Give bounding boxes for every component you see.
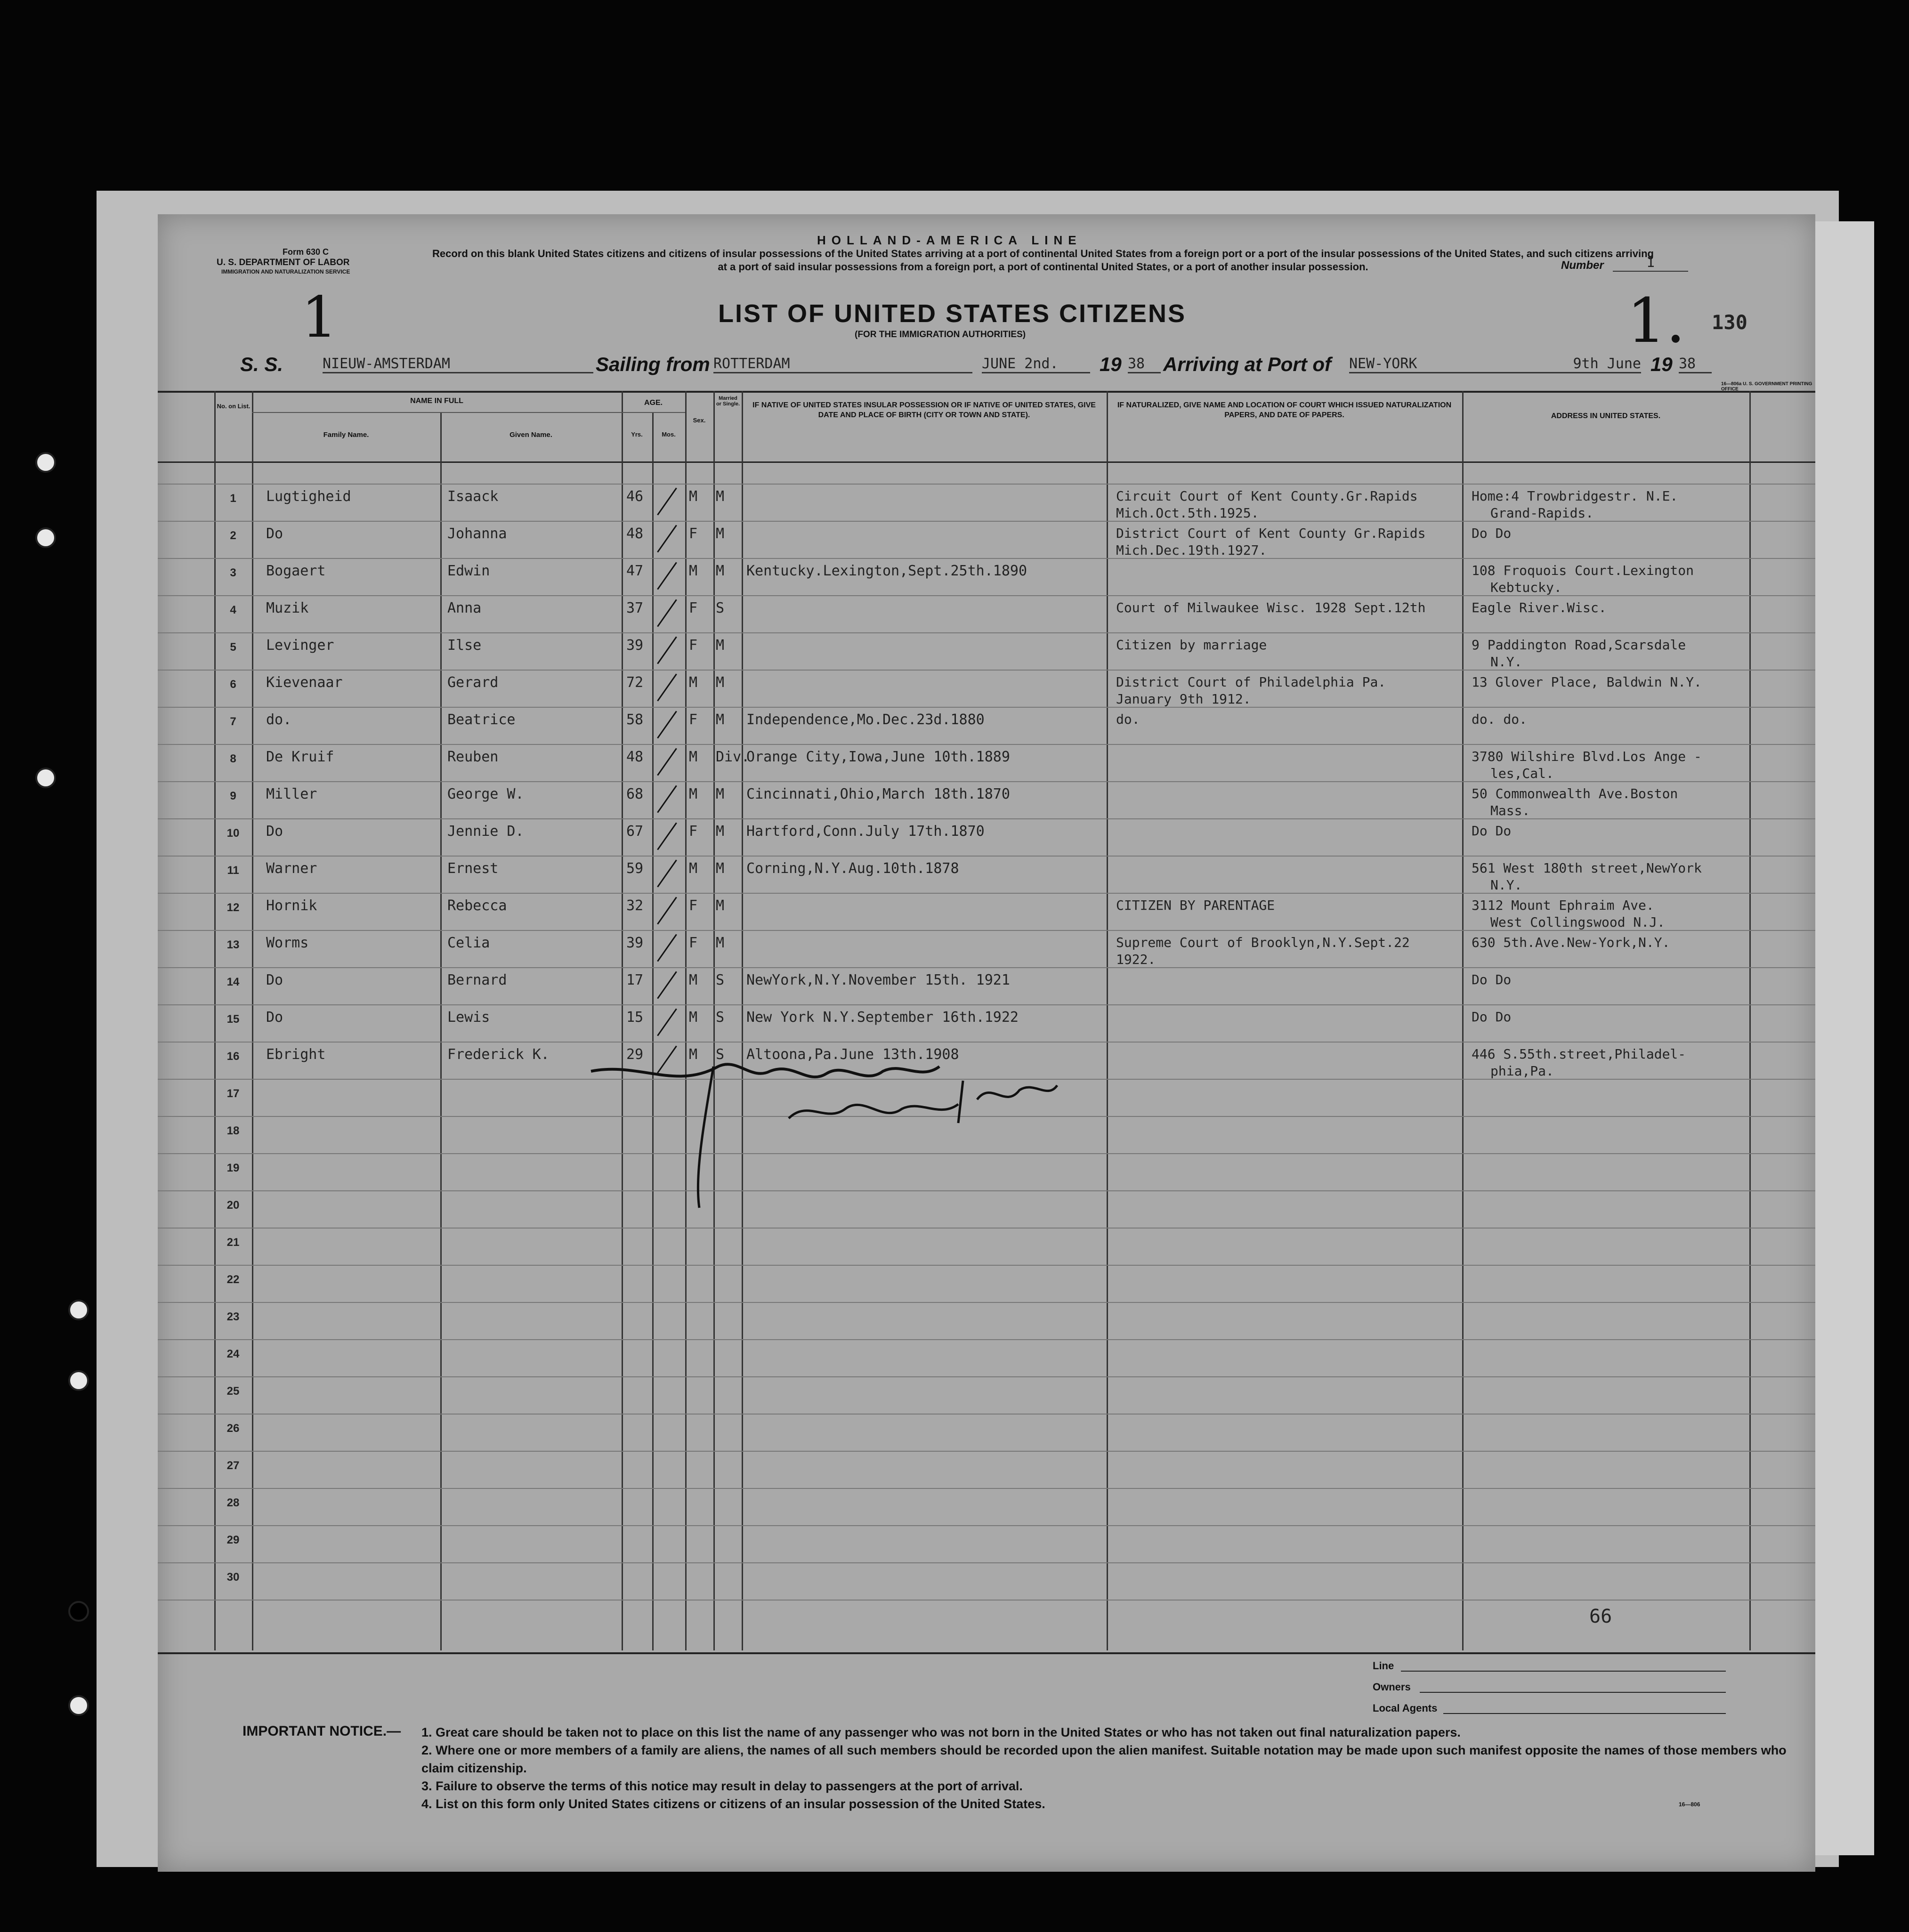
age-years-cell: 39 — [626, 935, 644, 951]
sex-cell: F — [689, 600, 698, 616]
header-given-name: Given Name. — [510, 431, 552, 439]
row-rule — [158, 558, 1815, 559]
sex-cell: M — [689, 1009, 698, 1026]
sex-cell: F — [689, 935, 698, 951]
sex-cell: F — [689, 637, 698, 654]
sex-cell: M — [689, 674, 698, 691]
marital-status-cell: M — [716, 563, 725, 579]
column-divider — [440, 412, 442, 1650]
given-name-cell: Lewis — [447, 1009, 490, 1026]
family-name-cell: Miller — [266, 786, 317, 802]
sex-cell: M — [689, 786, 698, 802]
department-label: U. S. DEPARTMENT OF LABOR — [217, 258, 350, 267]
row-rule — [158, 930, 1815, 931]
subheader-rule — [252, 412, 685, 413]
marital-status-cell: S — [716, 1046, 725, 1063]
age-years-cell: 58 — [626, 711, 644, 728]
given-name-cell: Reuben — [447, 749, 499, 765]
address-cell: 3780 Wilshire Blvd.Los Ange - — [1472, 749, 1702, 764]
given-name-cell: Edwin — [447, 563, 490, 579]
sex-cell: F — [689, 823, 698, 840]
birthplace-cell: New York N.Y.September 16th.1922 — [746, 1009, 1019, 1026]
sex-cell: M — [689, 860, 698, 877]
marital-status-cell: M — [716, 786, 725, 802]
row-rule — [158, 1004, 1815, 1005]
row-rule — [158, 967, 1815, 968]
marital-status-cell: M — [716, 674, 725, 691]
bottom-count: 66 — [1589, 1606, 1612, 1627]
marital-status-cell: S — [716, 600, 725, 616]
sex-cell: M — [689, 1046, 698, 1063]
notice-items — [421, 1723, 1787, 1813]
list-title: LIST OF UNITED STATES CITIZENS — [718, 299, 1186, 328]
age-years-cell: 67 — [626, 823, 644, 840]
arrival-year: 38 — [1679, 356, 1712, 373]
row-number: 9 — [230, 790, 236, 802]
shipping-line: HOLLAND-AMERICA LINE — [817, 233, 1082, 247]
marital-status-cell: S — [716, 1009, 725, 1026]
row-rule — [158, 744, 1815, 745]
owners-rule — [1420, 1692, 1726, 1693]
address-cell: 446 S.55th.street,Philadel- — [1472, 1046, 1686, 1062]
given-name-cell: Gerard — [447, 674, 499, 691]
header-birth: IF NATIVE OF UNITED STATES INSULAR POSSESSION OR IF NATIVE OF UNITED STATES, GIVE DATE AND PLACE OF BIRTH (CITY OR TOWN AND STATE). — [752, 401, 1096, 419]
row-number: 23 — [226, 1310, 240, 1323]
address-cell-line2: West Collingswood N.J. — [1490, 914, 1665, 930]
number-label: Number — [1561, 259, 1604, 272]
ss-label: S. S. — [240, 353, 283, 375]
age-years-cell: 32 — [626, 897, 644, 914]
row-rule — [158, 1451, 1815, 1452]
marital-status-cell: M — [716, 897, 725, 914]
sailing-date: JUNE 2nd. — [982, 356, 1090, 373]
naturalization-cell: Citizen by marriage — [1116, 637, 1267, 653]
list-subtitle: (FOR THE IMMIGRATION AUTHORITIES) — [855, 330, 1026, 340]
given-name-cell: Jennie D. — [447, 823, 524, 840]
age-years-cell: 29 — [626, 1046, 644, 1063]
header-name-in-full: NAME IN FULL — [410, 397, 463, 405]
family-name-cell: Hornik — [266, 897, 317, 914]
address-cell: 9 Paddington Road,Scarsdale — [1472, 637, 1686, 653]
row-number: 25 — [226, 1385, 240, 1398]
header-yrs: Yrs. — [631, 431, 643, 438]
given-name-cell: George W. — [447, 786, 524, 802]
naturalization-cell: Supreme Court of Brooklyn,N.Y.Sept.22 — [1116, 935, 1410, 950]
row-number: 13 — [226, 938, 240, 951]
row-rule — [158, 856, 1815, 857]
given-name-cell: Ilse — [447, 637, 482, 654]
sailing-label: Sailing from — [596, 353, 710, 375]
line-label: Line — [1373, 1660, 1394, 1672]
binder-hole — [35, 768, 56, 788]
address-cell: Eagle River.Wisc. — [1472, 600, 1607, 615]
row-rule — [158, 1376, 1815, 1377]
birthplace-cell: Kentucky.Lexington,Sept.25th.1890 — [746, 563, 1027, 579]
row-number: 1 — [230, 492, 236, 505]
row-rule — [158, 781, 1815, 782]
address-cell-line2: Mass. — [1490, 803, 1530, 818]
row-number: 18 — [226, 1124, 240, 1137]
family-name-cell: Ebright — [266, 1046, 326, 1063]
row-number: 27 — [226, 1459, 240, 1472]
given-name-cell: Celia — [447, 935, 490, 951]
header-naturalized: IF NATURALIZED, GIVE NAME AND LOCATION OF COURT WHICH ISSUED NATURALIZATION PAPERS, AND DATE OF PAPERS. — [1117, 401, 1452, 419]
ship-name: NIEUW-AMSTERDAM — [323, 356, 593, 373]
column-divider — [1107, 391, 1108, 1650]
row-rule — [158, 1600, 1815, 1601]
line-rule — [1401, 1671, 1726, 1672]
marital-status-cell: M — [716, 711, 725, 728]
naturalization-cell: District Court of Kent County Gr.Rapids — [1116, 525, 1426, 541]
family-name-cell: Levinger — [266, 637, 334, 654]
row-number: 16 — [226, 1050, 240, 1063]
address-cell-line2: Kebtucky. — [1490, 580, 1562, 595]
age-years-cell: 48 — [626, 749, 644, 765]
binder-hole — [68, 1300, 89, 1320]
address-cell: 50 Commonwealth Ave.Boston — [1472, 786, 1678, 801]
sailing-port: ROTTERDAM — [713, 356, 972, 373]
notice-item: 1. Great care should be taken not to place on this list the name of any passenger who was not born in the United States or who has not taken out final naturalization papers. — [421, 1725, 1461, 1739]
handwritten-sheet-number: 1 — [301, 285, 338, 350]
sailing-year-prefix: 19 — [1100, 353, 1122, 375]
row-rule — [158, 632, 1815, 633]
family-name-cell: Do — [266, 823, 283, 840]
age-years-cell: 68 — [626, 786, 644, 802]
row-rule — [158, 893, 1815, 894]
sex-cell: M — [689, 972, 698, 988]
given-name-cell: Anna — [447, 600, 482, 616]
sex-cell: F — [689, 525, 698, 542]
birthplace-cell: Cincinnati,Ohio,March 18th.1870 — [746, 786, 1010, 802]
row-number: 5 — [230, 641, 236, 654]
birthplace-cell: Altoona,Pa.June 13th.1908 — [746, 1046, 959, 1063]
family-name-cell: Do — [266, 1009, 283, 1026]
row-rule — [158, 1339, 1815, 1340]
given-name-cell: Frederick K. — [447, 1046, 550, 1063]
address-cell: 630 5th.Ave.New-York,N.Y. — [1472, 935, 1670, 950]
arrival-port: NEW-YORK — [1349, 356, 1641, 373]
given-name-cell: Bernard — [447, 972, 507, 988]
address-cell: Do Do — [1472, 972, 1512, 987]
row-rule — [158, 1562, 1815, 1563]
arrival-year-prefix: 19 — [1650, 353, 1673, 375]
column-divider — [685, 391, 687, 1650]
sailing-year: 38 — [1128, 356, 1161, 373]
row-rule — [158, 1302, 1815, 1303]
row-number: 22 — [226, 1273, 240, 1286]
marital-status-cell: M — [716, 823, 725, 840]
age-years-cell: 17 — [626, 972, 644, 988]
age-years-cell: 72 — [626, 674, 644, 691]
sex-cell: M — [689, 563, 698, 579]
family-name-cell: Warner — [266, 860, 317, 877]
row-number: 20 — [226, 1199, 240, 1212]
owners-label: Owners — [1373, 1681, 1411, 1693]
service-label: IMMIGRATION AND NATURALIZATION SERVICE — [221, 268, 350, 275]
row-number: 21 — [226, 1236, 240, 1249]
family-name-cell: Do — [266, 525, 283, 542]
column-divider — [652, 412, 654, 1650]
row-rule — [158, 484, 1815, 485]
given-name-cell: Beatrice — [447, 711, 516, 728]
row-number: 14 — [226, 976, 240, 988]
row-rule — [158, 1525, 1815, 1526]
age-years-cell: 37 — [626, 600, 644, 616]
row-number: 10 — [226, 827, 240, 840]
naturalization-cell-line2: Mich.Oct.5th.1925. — [1116, 505, 1259, 521]
form-number: Form 630 C — [283, 247, 329, 257]
row-rule — [158, 707, 1815, 708]
column-divider — [1749, 391, 1751, 1650]
naturalization-cell: CITIZEN BY PARENTAGE — [1116, 897, 1275, 913]
local-agents-rule — [1443, 1713, 1726, 1714]
row-number: 8 — [230, 752, 236, 765]
binder-hole — [68, 1695, 89, 1716]
column-divider — [252, 391, 253, 1650]
naturalization-cell-line2: 1922. — [1116, 952, 1156, 967]
row-number: 12 — [226, 901, 240, 914]
column-divider — [742, 391, 743, 1650]
row-rule — [158, 818, 1815, 819]
address-cell-line2: Grand-Rapids. — [1490, 505, 1594, 521]
row-number: 15 — [226, 1013, 240, 1026]
family-name-cell: Muzik — [266, 600, 309, 616]
column-divider — [713, 391, 715, 1650]
row-number: 17 — [226, 1087, 240, 1100]
notice-item: 3. Failure to observe the terms of this notice may result in delay to passengers at the port of arrival. — [421, 1779, 1023, 1793]
birthplace-cell: Independence,Mo.Dec.23d.1880 — [746, 711, 985, 728]
row-number: 6 — [230, 678, 236, 691]
naturalization-cell: District Court of Philadelphia Pa. — [1116, 674, 1386, 690]
given-name-cell: Johanna — [447, 525, 507, 542]
address-cell-line2: phia,Pa. — [1490, 1063, 1554, 1079]
header-sex: Sex. — [693, 417, 706, 424]
row-rule — [158, 1042, 1815, 1043]
naturalization-cell-line2: January 9th 1912. — [1116, 691, 1251, 707]
row-rule — [158, 595, 1815, 596]
form-instructions: Record on this blank United States citizens and citizens of insular possessions of the United States arriving at a port of continental United States from a foreign port or a port of the insular possessions of the United States, and such citizens arriving at a port of said insular possessions from a foreign port, a port of continental United States, or a port of another insular possession. — [432, 248, 1654, 273]
family-name-cell: De Kruif — [266, 749, 334, 765]
local-agents-label: Local Agents — [1373, 1702, 1438, 1714]
header-mos: Mos. — [662, 431, 676, 438]
manifest-sheet — [158, 214, 1815, 1872]
handwritten-page-number: 1. — [1627, 285, 1686, 356]
row-rule — [158, 521, 1815, 522]
sex-cell: F — [689, 711, 698, 728]
row-number: 3 — [230, 566, 236, 579]
address-cell: 108 Froquois Court.Lexington — [1472, 563, 1694, 578]
header-rule — [158, 461, 1815, 463]
row-number: 24 — [226, 1348, 240, 1360]
header-married: Married or Single. — [716, 396, 740, 407]
marital-status-cell: M — [716, 860, 725, 877]
marital-status-cell: S — [716, 972, 725, 988]
column-divider — [214, 391, 216, 1650]
age-years-cell: 46 — [626, 488, 644, 505]
arriving-label: Arriving at Port of — [1163, 353, 1332, 375]
row-rule — [158, 1488, 1815, 1489]
given-name-cell: Rebecca — [447, 897, 507, 914]
age-years-cell: 15 — [626, 1009, 644, 1026]
row-number: 19 — [226, 1162, 240, 1174]
notice-item: 4. List on this form only United States citizens or citizens of an insular possession of the United States. — [421, 1797, 1045, 1811]
family-name-cell: Worms — [266, 935, 309, 951]
address-cell: Home:4 Trowbridgestr. N.E. — [1472, 488, 1678, 504]
row-number: 7 — [230, 715, 236, 728]
age-years-cell: 59 — [626, 860, 644, 877]
marital-status-cell: M — [716, 525, 725, 542]
family-name-cell: Lugtigheid — [266, 488, 351, 505]
header-no: No. on List. — [217, 403, 251, 410]
birthplace-cell: Corning,N.Y.Aug.10th.1878 — [746, 860, 959, 877]
row-rule — [158, 1414, 1815, 1415]
notice-item: 2. Where one or more members of a family are aliens, the names of all such members should be recorded upon the alien manifest. Suitable notation may be made upon such manifest opposite the names of those members who claim citizenship. — [421, 1743, 1787, 1775]
given-name-cell: Ernest — [447, 860, 499, 877]
sex-cell: F — [689, 897, 698, 914]
row-number: 11 — [227, 864, 239, 877]
address-cell-line2: N.Y. — [1490, 877, 1522, 893]
address-cell: 13 Glover Place, Baldwin N.Y. — [1472, 674, 1702, 690]
row-rule — [158, 670, 1815, 671]
address-cell: Do Do — [1472, 525, 1512, 541]
header-age: AGE. — [644, 399, 663, 407]
age-years-cell: 39 — [626, 637, 644, 654]
marital-status-cell: M — [716, 637, 725, 654]
address-cell: Do Do — [1472, 823, 1512, 839]
notice-label: IMPORTANT NOTICE.— — [243, 1723, 401, 1739]
form-mark: 16—806 — [1679, 1801, 1700, 1808]
age-years-cell: 48 — [626, 525, 644, 542]
row-number: 26 — [226, 1422, 240, 1435]
row-number: 4 — [230, 604, 236, 616]
printer-mark: 16—806a U. S. GOVERNMENT PRINTING OFFICE — [1721, 381, 1812, 392]
address-cell: 561 West 180th street,NewYork — [1472, 860, 1702, 876]
family-name-cell: Bogaert — [266, 563, 326, 579]
address-cell-line2: N.Y. — [1490, 654, 1522, 670]
family-name-cell: Do — [266, 972, 283, 988]
binder-hole — [35, 452, 56, 473]
birthplace-cell: Orange City,Iowa,June 10th.1889 — [746, 749, 1010, 765]
given-name-cell: Isaack — [447, 488, 499, 505]
address-cell: Do Do — [1472, 1009, 1512, 1025]
header-address: ADDRESS IN UNITED STATES. — [1551, 412, 1661, 420]
birthplace-cell: Hartford,Conn.July 17th.1870 — [746, 823, 985, 840]
age-years-cell: 47 — [626, 563, 644, 579]
binder-hole — [35, 527, 56, 548]
address-cell: do. do. — [1472, 711, 1528, 727]
arrival-date: 9th June — [1573, 356, 1641, 372]
row-number: 28 — [226, 1496, 240, 1509]
family-name-cell: Kievenaar — [266, 674, 343, 691]
stamped-number: 130 — [1712, 311, 1747, 334]
row-number: 29 — [226, 1534, 240, 1546]
naturalization-cell: Circuit Court of Kent County.Gr.Rapids — [1116, 488, 1418, 504]
marital-status-cell: M — [716, 935, 725, 951]
naturalization-cell: Court of Milwaukee Wisc. 1928 Sept.12th — [1116, 600, 1426, 615]
birthplace-cell: NewYork,N.Y.November 15th. 1921 — [746, 972, 1010, 988]
binder-hole — [68, 1370, 89, 1391]
address-cell: 3112 Mount Ephraim Ave. — [1472, 897, 1654, 913]
address-cell-line2: les,Cal. — [1490, 766, 1554, 781]
marital-status-cell: M — [716, 488, 725, 505]
column-divider — [622, 391, 623, 1650]
row-number: 2 — [230, 529, 236, 542]
family-name-cell: do. — [266, 711, 292, 728]
sex-cell: M — [689, 488, 698, 505]
marital-status-cell: Div. — [716, 749, 750, 765]
number-value: 1 — [1613, 254, 1688, 272]
row-number: 30 — [226, 1571, 240, 1584]
inspector-signature — [582, 1052, 1241, 1278]
naturalization-cell-line2: Mich.Dec.19th.1927. — [1116, 542, 1267, 558]
naturalization-cell: do. — [1116, 711, 1140, 727]
sex-cell: M — [689, 749, 698, 765]
binder-hole — [68, 1601, 89, 1622]
column-divider — [1462, 391, 1464, 1650]
header-family-name: Family Name. — [323, 431, 369, 439]
